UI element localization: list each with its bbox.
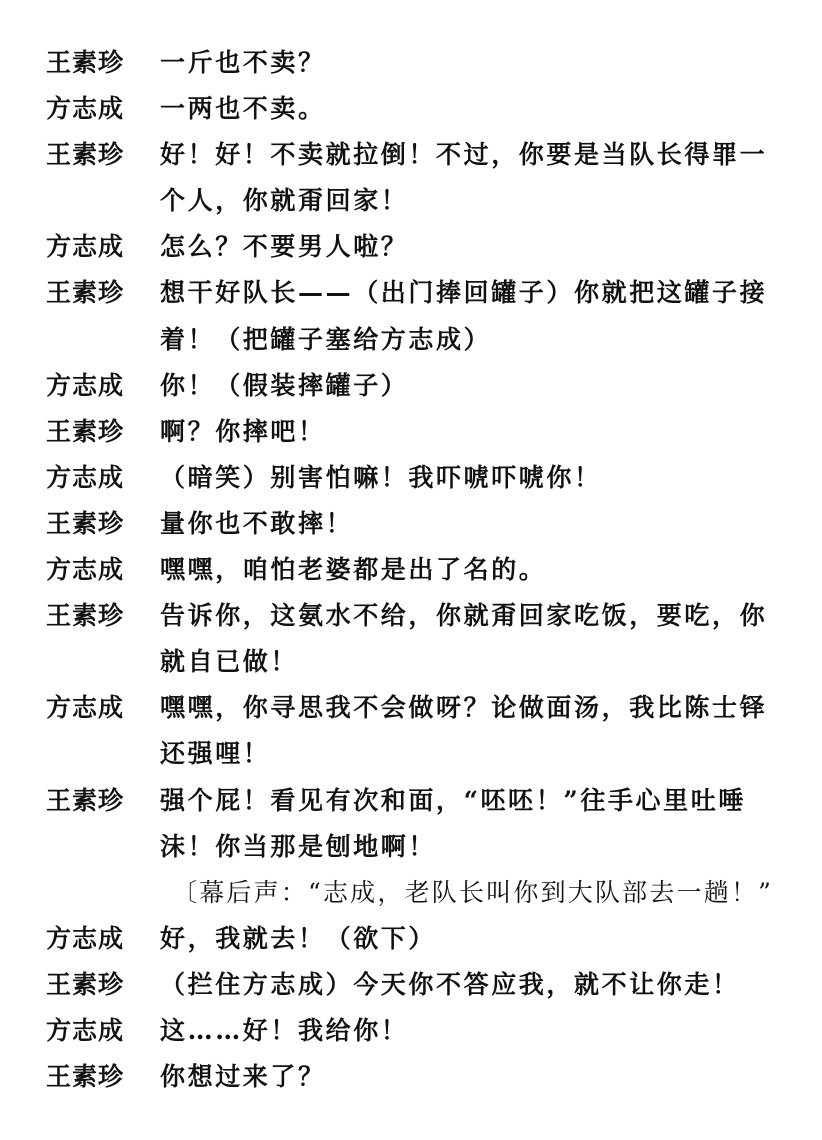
dialogue-text: 就自已做！ [160,647,299,677]
speaker-name: 王素珍 [46,785,125,815]
dialogue-text: （拦住方志成）今天你不答应我，就不让你走！ [160,969,740,999]
dialogue-text: 还强哩！ [160,739,271,769]
dialogue-text: 嘿嘿，你寻思我不会做呀？论做面汤，我比陈士铎 [160,693,768,723]
play-script [0,40,822,1100]
dialogue-text: 量你也不敢摔！ [160,508,354,538]
dialogue-line [0,639,822,685]
dialogue-line [0,1054,822,1100]
dialogue-text: 你想过来了？ [160,1062,326,1092]
dialogue-text: 沫！你当那是刨地啊！ [160,831,437,861]
dialogue-line [0,685,822,731]
speaker-name: 方志成 [46,462,125,492]
stage-direction-text: 〔幕后声：“志成，老队长叫你到大队部去一趟！” [172,877,774,907]
dialogue-text: 啊？你摔吧！ [160,416,326,446]
dialogue-line [0,916,822,962]
dialogue-line [0,317,822,363]
speaker-name: 王素珍 [46,969,125,999]
dialogue-line [0,86,822,132]
speaker-name: 王素珍 [46,1062,125,1092]
dialogue-text: 一两也不卖。 [160,94,326,124]
dialogue-line [0,778,822,824]
dialogue-line [0,363,822,409]
dialogue-text: 想干好队长——（出门捧回罐子）你就把这罐子接 [160,278,768,308]
dialogue-text: 嘿嘿，咱怕老婆都是出了名的。 [160,555,547,585]
dialogue-text: （暗笑）别害怕嘛！我吓唬吓唬你！ [160,462,602,492]
speaker-name: 王素珍 [46,48,125,77]
speaker-name: 王素珍 [46,140,125,170]
dialogue-line [0,501,822,547]
speaker-name: 王素珍 [46,601,125,631]
speaker-name: 方志成 [46,693,125,723]
dialogue-line [0,962,822,1008]
dialogue-line [0,132,822,178]
speaker-name: 方志成 [46,370,125,400]
dialogue-line [0,547,822,593]
speaker-name: 方志成 [46,94,125,124]
dialogue-text: 强个屁！看见有次和面，“呸呸！”往手心里吐唾 [160,785,746,815]
dialogue-text: 这……好！我给你！ [160,1015,409,1045]
speaker-name: 方志成 [46,555,125,585]
speaker-name: 王素珍 [46,278,125,308]
dialogue-line [0,593,822,639]
dialogue-text: 告诉你，这氨水不给，你就甭回家吃饭，要吃，你 [160,601,768,631]
speaker-name: 王素珍 [46,416,125,446]
dialogue-line [0,178,822,224]
speaker-name: 王素珍 [46,508,125,538]
dialogue-text: 好，我就去！（欲下） [160,923,437,953]
stage-direction [0,870,822,916]
dialogue-text: 着！（把罐子塞给方志成） [160,324,492,354]
dialogue-line [0,409,822,455]
dialogue-text: 怎么？不要男人啦？ [160,232,409,262]
dialogue-text: 你！（假装摔罐子） [160,370,409,400]
dialogue-line [0,224,822,270]
dialogue-line [0,455,822,501]
dialogue-line [0,40,822,86]
dialogue-text: 个人，你就甭回家！ [160,186,409,216]
dialogue-line [0,1008,822,1054]
dialogue-text: 好！好！不卖就拉倒！不过，你要是当队长得罪一 [160,140,768,170]
speaker-name: 方志成 [46,232,125,262]
dialogue-line [0,731,822,777]
speaker-name: 方志成 [46,1015,125,1045]
dialogue-line [0,824,822,870]
speaker-name: 方志成 [46,923,125,953]
dialogue-line [0,270,822,316]
dialogue-text: 一斤也不卖？ [160,48,326,77]
